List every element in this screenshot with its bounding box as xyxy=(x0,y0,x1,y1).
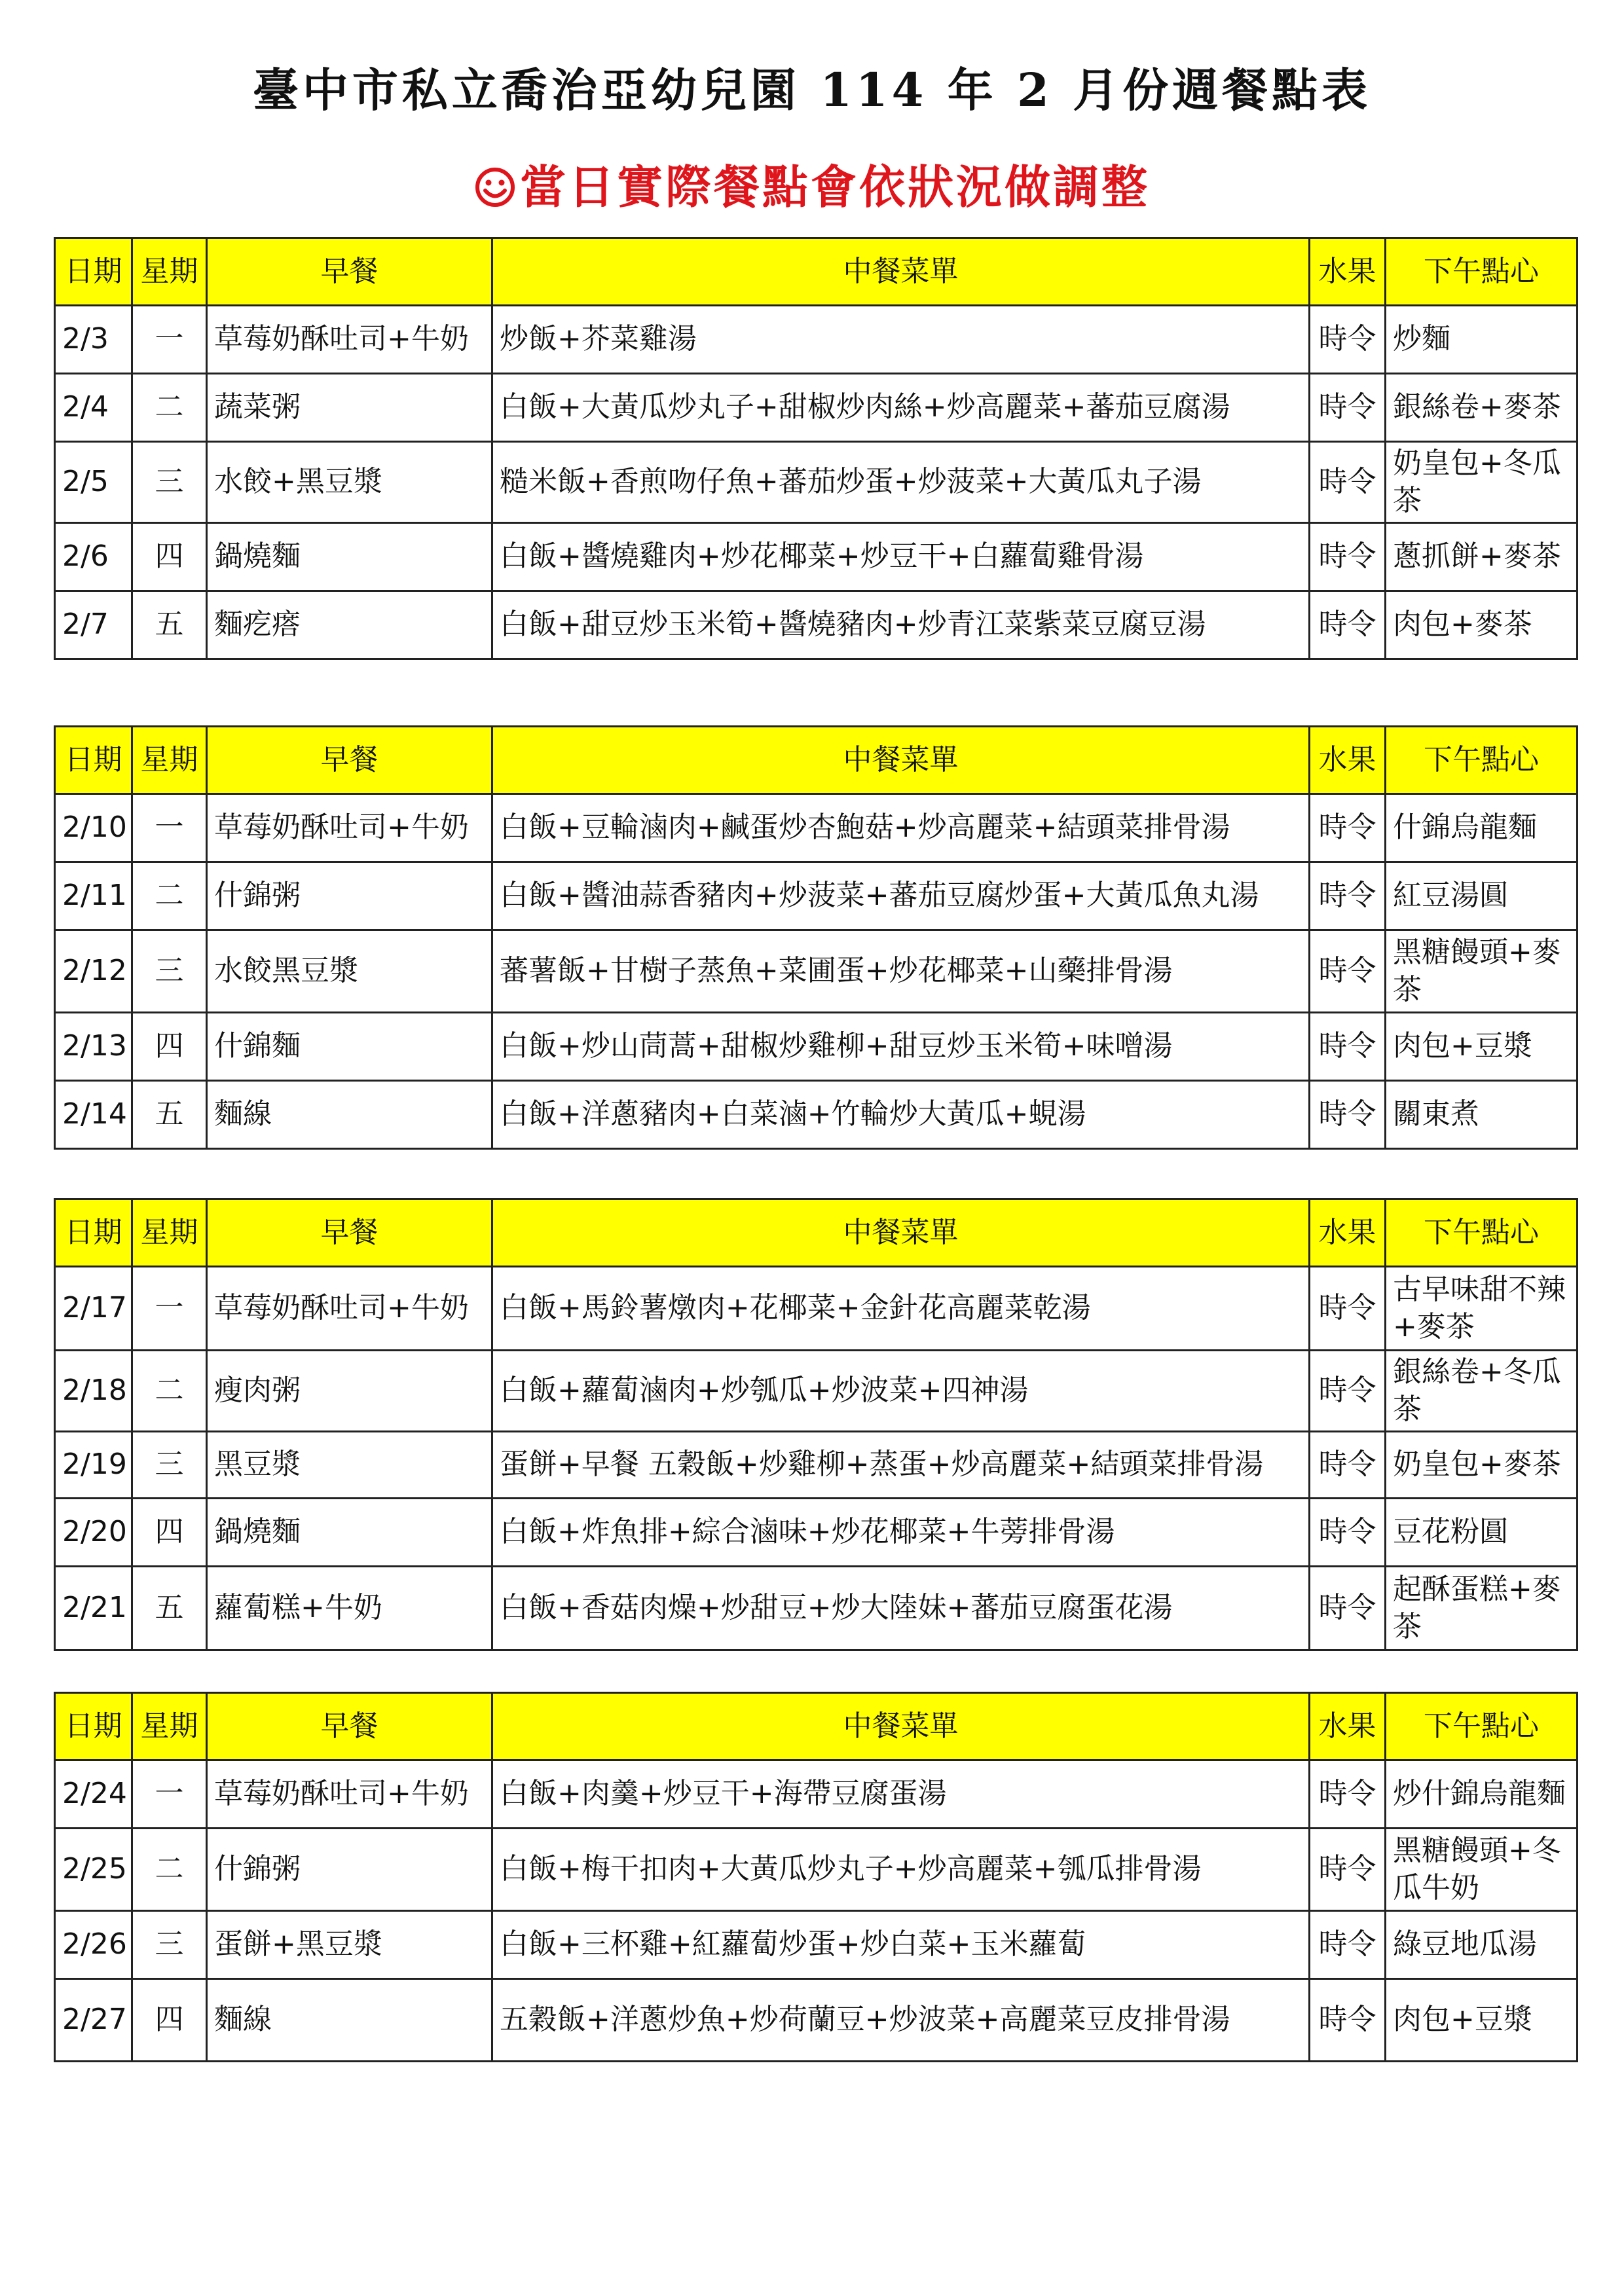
notice xyxy=(0,151,1624,219)
day-cell: 一 xyxy=(132,306,207,374)
breakfast-cell: 鍋燒麵 xyxy=(207,1499,492,1567)
day-header: 星期 xyxy=(132,238,207,306)
snack-cell: 銀絲卷+麥茶 xyxy=(1386,374,1578,442)
day-cell: 一 xyxy=(132,1760,207,1829)
breakfast-cell: 瘦肉粥 xyxy=(207,1351,492,1432)
breakfast-header: 早餐 xyxy=(207,238,492,306)
lunch-header: 中餐菜單 xyxy=(492,238,1310,306)
fruit-cell: 時令 xyxy=(1310,1911,1386,1979)
day-cell: 五 xyxy=(132,1567,207,1650)
fruit-header: 水果 xyxy=(1310,1693,1386,1760)
breakfast-cell: 草莓奶酥吐司+牛奶 xyxy=(207,1267,492,1351)
snack-cell: 銀絲卷+冬瓜茶 xyxy=(1386,1351,1578,1432)
fruit-header: 水果 xyxy=(1310,727,1386,794)
lunch-cell: 五穀飯+洋蔥炒魚+炒荷蘭豆+炒波菜+高麗菜豆皮排骨湯 xyxy=(492,1979,1310,2062)
date-cell: 2/26 xyxy=(55,1911,132,1979)
lunch-cell: 蕃薯飯+甘樹子蒸魚+菜圃蛋+炒花椰菜+山藥排骨湯 xyxy=(492,930,1310,1013)
lunch-cell: 白飯+香菇肉燥+炒甜豆+炒大陸妹+蕃茄豆腐蛋花湯 xyxy=(492,1567,1310,1650)
table-row xyxy=(55,523,1578,591)
lunch-cell: 白飯+醬燒雞肉+炒花椰菜+炒豆干+白蘿蔔雞骨湯 xyxy=(492,523,1310,591)
snack-cell: 紅豆湯圓 xyxy=(1386,862,1578,930)
date-cell: 2/27 xyxy=(55,1979,132,2062)
table-row xyxy=(55,374,1578,442)
fruit-cell: 時令 xyxy=(1310,374,1386,442)
day-header: 星期 xyxy=(132,1199,207,1267)
table-row xyxy=(55,1760,1578,1829)
week-table-4 xyxy=(54,1692,1578,2062)
breakfast-cell: 麵線 xyxy=(207,1081,492,1149)
snack-cell: 肉包+豆漿 xyxy=(1386,1013,1578,1081)
fruit-cell: 時令 xyxy=(1310,1351,1386,1432)
fruit-cell: 時令 xyxy=(1310,794,1386,862)
table-row xyxy=(55,862,1578,930)
fruit-cell: 時令 xyxy=(1310,1567,1386,1650)
fruit-cell: 時令 xyxy=(1310,1432,1386,1499)
snack-cell: 奶皇包+麥茶 xyxy=(1386,1432,1578,1499)
day-header: 星期 xyxy=(132,1693,207,1760)
breakfast-header: 早餐 xyxy=(207,1199,492,1267)
snack-header: 下午點心 xyxy=(1386,1199,1578,1267)
snack-cell: 蔥抓餅+麥茶 xyxy=(1386,523,1578,591)
day-cell: 二 xyxy=(132,1351,207,1432)
snack-cell: 奶皇包+冬瓜茶 xyxy=(1386,442,1578,523)
table-row xyxy=(55,1081,1578,1149)
table-row xyxy=(55,1911,1578,1979)
breakfast-cell: 蔬菜粥 xyxy=(207,374,492,442)
breakfast-cell: 草莓奶酥吐司+牛奶 xyxy=(207,1760,492,1829)
snack-cell: 炒麵 xyxy=(1386,306,1578,374)
week-table-2 xyxy=(54,725,1578,1150)
breakfast-cell: 什錦粥 xyxy=(207,1829,492,1911)
date-cell: 2/19 xyxy=(55,1432,132,1499)
day-cell: 二 xyxy=(132,374,207,442)
fruit-cell: 時令 xyxy=(1310,1499,1386,1567)
lunch-cell: 白飯+炸魚排+綜合滷味+炒花椰菜+牛蒡排骨湯 xyxy=(492,1499,1310,1567)
breakfast-cell: 蘿蔔糕+牛奶 xyxy=(207,1567,492,1650)
fruit-cell: 時令 xyxy=(1310,442,1386,523)
day-cell: 五 xyxy=(132,591,207,659)
date-cell: 2/6 xyxy=(55,523,132,591)
snack-cell: 黑糖饅頭+冬瓜牛奶 xyxy=(1386,1829,1578,1911)
header-row xyxy=(55,1693,1578,1760)
breakfast-cell: 蛋餅+黑豆漿 xyxy=(207,1911,492,1979)
lunch-cell: 白飯+三杯雞+紅蘿蔔炒蛋+炒白菜+玉米蘿蔔 xyxy=(492,1911,1310,1979)
date-cell: 2/4 xyxy=(55,374,132,442)
lunch-cell: 白飯+梅干扣肉+大黃瓜炒丸子+炒高麗菜+瓠瓜排骨湯 xyxy=(492,1829,1310,1911)
breakfast-cell: 什錦粥 xyxy=(207,862,492,930)
snack-header: 下午點心 xyxy=(1386,238,1578,306)
fruit-cell: 時令 xyxy=(1310,1829,1386,1911)
day-cell: 一 xyxy=(132,794,207,862)
fruit-cell: 時令 xyxy=(1310,1013,1386,1081)
breakfast-cell: 麵線 xyxy=(207,1979,492,2062)
table-row xyxy=(55,591,1578,659)
day-header: 星期 xyxy=(132,727,207,794)
fruit-header: 水果 xyxy=(1310,238,1386,306)
smiley-icon xyxy=(474,166,516,219)
date-cell: 2/5 xyxy=(55,442,132,523)
date-cell: 2/24 xyxy=(55,1760,132,1829)
lunch-header: 中餐菜單 xyxy=(492,1693,1310,1760)
fruit-cell: 時令 xyxy=(1310,306,1386,374)
day-cell: 三 xyxy=(132,1911,207,1979)
table-row xyxy=(55,1979,1578,2062)
day-cell: 二 xyxy=(132,862,207,930)
snack-header: 下午點心 xyxy=(1386,727,1578,794)
table-row xyxy=(55,1567,1578,1650)
snack-cell: 綠豆地瓜湯 xyxy=(1386,1911,1578,1979)
day-cell: 三 xyxy=(132,442,207,523)
fruit-cell: 時令 xyxy=(1310,1081,1386,1149)
lunch-cell: 白飯+醬油蒜香豬肉+炒菠菜+蕃茄豆腐炒蛋+大黃瓜魚丸湯 xyxy=(492,862,1310,930)
table-row xyxy=(55,1432,1578,1499)
fruit-cell: 時令 xyxy=(1310,1979,1386,2062)
lunch-cell: 炒飯+芥菜雞湯 xyxy=(492,306,1310,374)
date-cell: 2/7 xyxy=(55,591,132,659)
date-cell: 2/17 xyxy=(55,1267,132,1351)
date-header: 日期 xyxy=(55,727,132,794)
snack-cell: 肉包+豆漿 xyxy=(1386,1979,1578,2062)
fruit-cell: 時令 xyxy=(1310,523,1386,591)
lunch-cell: 白飯+蘿蔔滷肉+炒瓠瓜+炒波菜+四神湯 xyxy=(492,1351,1310,1432)
lunch-cell: 糙米飯+香煎吻仔魚+蕃茄炒蛋+炒菠菜+大黃瓜丸子湯 xyxy=(492,442,1310,523)
snack-cell: 什錦烏龍麵 xyxy=(1386,794,1578,862)
date-cell: 2/12 xyxy=(55,930,132,1013)
week-table-1 xyxy=(54,237,1578,660)
lunch-cell: 白飯+大黃瓜炒丸子+甜椒炒肉絲+炒高麗菜+蕃茄豆腐湯 xyxy=(492,374,1310,442)
table-row xyxy=(55,1499,1578,1567)
date-header: 日期 xyxy=(55,238,132,306)
breakfast-header: 早餐 xyxy=(207,727,492,794)
header-row xyxy=(55,1199,1578,1267)
breakfast-cell: 鍋燒麵 xyxy=(207,523,492,591)
fruit-cell: 時令 xyxy=(1310,1267,1386,1351)
snack-cell: 肉包+麥茶 xyxy=(1386,591,1578,659)
lunch-cell: 白飯+馬鈴薯燉肉+花椰菜+金針花高麗菜乾湯 xyxy=(492,1267,1310,1351)
date-cell: 2/21 xyxy=(55,1567,132,1650)
lunch-cell: 白飯+炒山茼蒿+甜椒炒雞柳+甜豆炒玉米筍+味噌湯 xyxy=(492,1013,1310,1081)
day-cell: 五 xyxy=(132,1081,207,1149)
fruit-header: 水果 xyxy=(1310,1199,1386,1267)
snack-cell: 豆花粉圓 xyxy=(1386,1499,1578,1567)
fruit-cell: 時令 xyxy=(1310,930,1386,1013)
table-row xyxy=(55,306,1578,374)
breakfast-cell: 水餃+黑豆漿 xyxy=(207,442,492,523)
date-cell: 2/3 xyxy=(55,306,132,374)
snack-header: 下午點心 xyxy=(1386,1693,1578,1760)
breakfast-cell: 黑豆漿 xyxy=(207,1432,492,1499)
table-row xyxy=(55,1351,1578,1432)
lunch-cell: 蛋餅+早餐 五穀飯+炒雞柳+蒸蛋+炒高麗菜+結頭菜排骨湯 xyxy=(492,1432,1310,1499)
notice-text: 當日實際餐點會依狀況做調整 xyxy=(520,160,1150,214)
snack-cell: 起酥蛋糕+麥茶 xyxy=(1386,1567,1578,1650)
table-row xyxy=(55,794,1578,862)
date-cell: 2/10 xyxy=(55,794,132,862)
breakfast-cell: 水餃黑豆漿 xyxy=(207,930,492,1013)
day-cell: 四 xyxy=(132,1013,207,1081)
header-row xyxy=(55,727,1578,794)
lunch-cell: 白飯+洋蔥豬肉+白菜滷+竹輪炒大黃瓜+蜆湯 xyxy=(492,1081,1310,1149)
day-cell: 二 xyxy=(132,1829,207,1911)
week-table-3 xyxy=(54,1198,1578,1651)
date-cell: 2/13 xyxy=(55,1013,132,1081)
table-row xyxy=(55,930,1578,1013)
fruit-cell: 時令 xyxy=(1310,591,1386,659)
lunch-header: 中餐菜單 xyxy=(492,727,1310,794)
date-cell: 2/20 xyxy=(55,1499,132,1567)
lunch-header: 中餐菜單 xyxy=(492,1199,1310,1267)
breakfast-cell: 什錦麵 xyxy=(207,1013,492,1081)
date-header: 日期 xyxy=(55,1199,132,1267)
day-cell: 四 xyxy=(132,523,207,591)
table-row xyxy=(55,1013,1578,1081)
date-cell: 2/25 xyxy=(55,1829,132,1911)
breakfast-cell: 草莓奶酥吐司+牛奶 xyxy=(207,794,492,862)
fruit-cell: 時令 xyxy=(1310,1760,1386,1829)
date-header: 日期 xyxy=(55,1693,132,1760)
breakfast-cell: 草莓奶酥吐司+牛奶 xyxy=(207,306,492,374)
header-row xyxy=(55,238,1578,306)
lunch-cell: 白飯+豆輪滷肉+鹹蛋炒杏鮑菇+炒高麗菜+結頭菜排骨湯 xyxy=(492,794,1310,862)
fruit-cell: 時令 xyxy=(1310,862,1386,930)
day-cell: 三 xyxy=(132,1432,207,1499)
table-row xyxy=(55,442,1578,523)
page-title: 臺中市私立喬治亞幼兒園 114 年 2 月份週餐點表 xyxy=(252,63,1372,117)
snack-cell: 炒什錦烏龍麵 xyxy=(1386,1760,1578,1829)
table-row xyxy=(55,1829,1578,1911)
lunch-cell: 白飯+甜豆炒玉米筍+醬燒豬肉+炒青江菜紫菜豆腐豆湯 xyxy=(492,591,1310,659)
snack-cell: 古早味甜不辣+麥茶 xyxy=(1386,1267,1578,1351)
snack-cell: 黑糖饅頭+麥茶 xyxy=(1386,930,1578,1013)
date-cell: 2/14 xyxy=(55,1081,132,1149)
date-cell: 2/18 xyxy=(55,1351,132,1432)
day-cell: 四 xyxy=(132,1979,207,2062)
day-cell: 三 xyxy=(132,930,207,1013)
breakfast-cell: 麵疙瘩 xyxy=(207,591,492,659)
lunch-cell: 白飯+肉羹+炒豆干+海帶豆腐蛋湯 xyxy=(492,1760,1310,1829)
breakfast-header: 早餐 xyxy=(207,1693,492,1760)
snack-cell: 關東煮 xyxy=(1386,1081,1578,1149)
date-cell: 2/11 xyxy=(55,862,132,930)
table-row xyxy=(55,1267,1578,1351)
day-cell: 一 xyxy=(132,1267,207,1351)
day-cell: 四 xyxy=(132,1499,207,1567)
